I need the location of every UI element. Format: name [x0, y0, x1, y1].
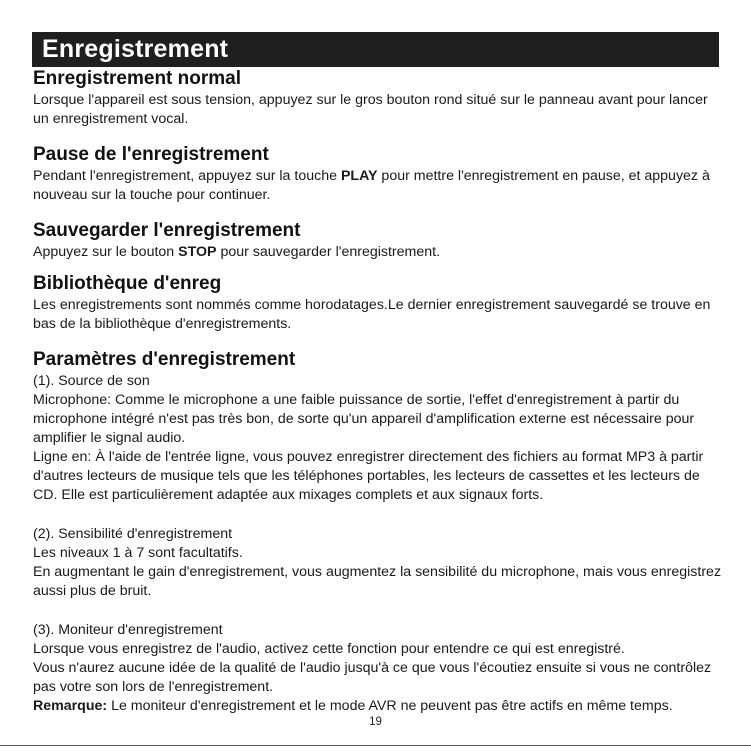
chapter-title-bar: [32, 32, 719, 67]
item-title-monitor: (3). Moniteur d'enregistrement: [33, 622, 223, 638]
text-microphone-source: Microphone: Comme le microphone a une faible puissance de sortie, l'effet d'enregistrement à partir du microphone intégré n'est pas très bon, de sorte qu'un appareil d'amplification externe est nécessaire pour amplifier le signal audio.: [33, 392, 695, 446]
text-monitor-note: Remarque: Le moniteur d'enregistrement et le mode AVR ne peuvent pas être actifs en même temps.: [33, 698, 673, 714]
note-label: Remarque:: [33, 698, 108, 714]
page-content: [33, 67, 723, 716]
heading-normal-recording: Enregistrement normal: [33, 68, 241, 89]
play-key-label: PLAY: [340, 168, 378, 184]
bottom-divider: [0, 745, 751, 746]
page-number: 19: [369, 716, 382, 728]
heading-pause-recording: Pause de l'enregistrement: [33, 144, 269, 165]
text-sensitivity-gain: En augmentant le gain d'enregistrement, vous augmentez la sensibilité du microphone, mais vous enregistrez aussi plus de bruit.: [33, 564, 722, 599]
heading-recording-library: Bibliothèque d'enreg: [33, 273, 222, 294]
heading-recording-settings: Paramètres d'enregistrement: [33, 349, 296, 370]
text-recording-library: Les enregistrements sont nommés comme horodatages.Le dernier enregistrement sauvegardé se trouve en bas de la bibliothèque d'enregistrements.: [33, 297, 711, 332]
text-monitor-quality: Vous n'aurez aucune idée de la qualité de l'audio jusqu'à ce que vous l'écoutiez ensuite si vous ne contrôlez pas votre son lors de l'enregistrement.: [33, 660, 712, 695]
heading-save-recording: Sauvegarder l'enregistrement: [33, 220, 301, 241]
text-normal-recording: Lorsque l'appareil est sous tension, appuyez sur le gros bouton rond situé sur le panneau avant pour lancer un enregistrement vocal.: [33, 92, 708, 127]
text-pause-recording: Pendant l'enregistrement, appuyez sur la touche PLAY pour mettre l'enregistrement en pause, et appuyez à nouveau sur la touche pour continuer.: [33, 168, 710, 203]
chapter-title: Enregistrement: [42, 35, 229, 63]
item-title-sound-source: (1). Source de son: [33, 373, 150, 389]
text-save-recording: Appuyez sur le bouton STOP pour sauvegarder l'enregistrement.: [33, 244, 441, 260]
text-sensitivity-levels: Les niveaux 1 à 7 sont facultatifs.: [33, 545, 243, 561]
text-line-in-source: Ligne en: À l'aide de l'entrée ligne, vous pouvez enregistrer directement des fichiers au format MP3 à partir d'autres lecteurs de musique tels que les téléphones portables, les lecteurs de cassettes et les lecteurs de CD. Elle est particulièrement adaptée aux mixages complets et aux signaux forts.: [33, 449, 704, 503]
stop-key-label: STOP: [178, 244, 217, 260]
text-monitor-activate: Lorsque vous enregistrez de l'audio, activez cette fonction pour entendre ce qui est enregistré.: [33, 641, 625, 657]
item-title-sensitivity: (2). Sensibilité d'enregistrement: [33, 526, 233, 542]
